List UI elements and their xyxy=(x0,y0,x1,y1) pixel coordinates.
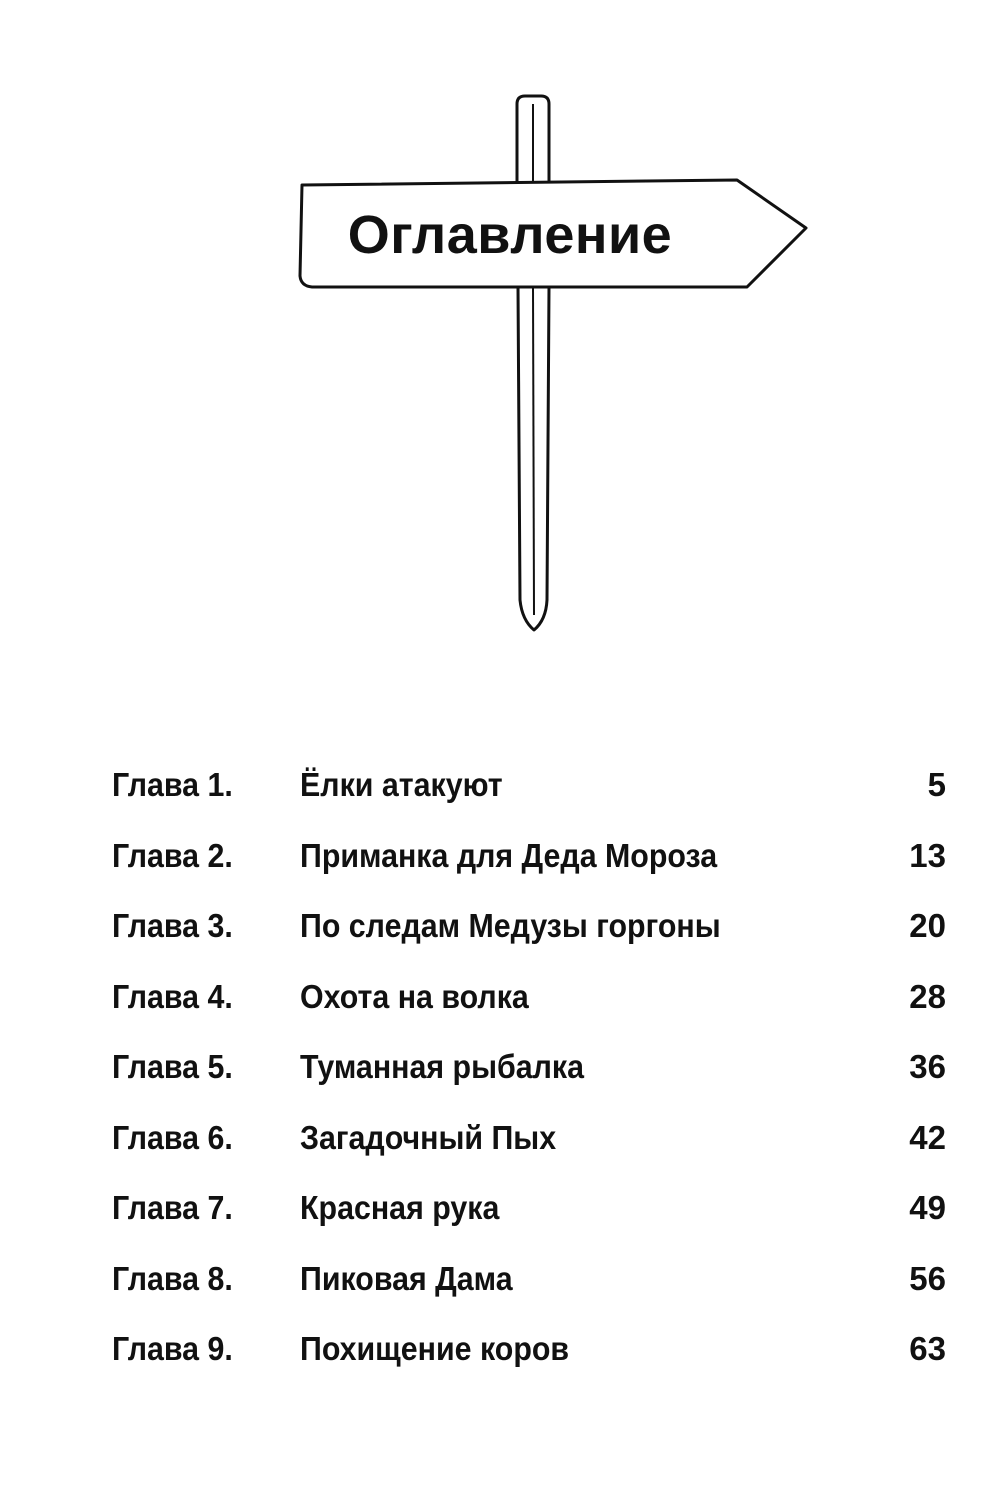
toc-entry-7[interactable] xyxy=(112,1173,952,1244)
chapter-title[interactable]: Охота на волка xyxy=(300,977,529,1015)
toc-entry-1[interactable] xyxy=(112,750,952,821)
toc-entry-4[interactable] xyxy=(112,962,952,1033)
toc-entry-6[interactable] xyxy=(112,1103,952,1174)
chapter-label: Глава 8. xyxy=(112,1259,233,1297)
chapter-page-number: 63 xyxy=(909,1330,946,1368)
chapter-title[interactable]: Приманка для Деда Мороза xyxy=(300,836,718,874)
chapter-page-number: 28 xyxy=(909,977,946,1015)
toc-entry-2[interactable] xyxy=(112,821,952,892)
toc-entry-5[interactable] xyxy=(112,1032,952,1103)
chapter-label: Глава 1. xyxy=(112,766,233,804)
toc-entry-3[interactable] xyxy=(112,891,952,962)
toc-entry-9[interactable] xyxy=(112,1314,952,1385)
chapter-title[interactable]: Туманная рыбалка xyxy=(300,1048,585,1086)
chapter-label: Глава 5. xyxy=(112,1048,233,1086)
chapter-page-number: 36 xyxy=(909,1048,946,1086)
chapter-title[interactable]: Красная рука xyxy=(300,1189,500,1227)
signpost-drawing xyxy=(0,0,1000,660)
chapter-page-number: 5 xyxy=(927,766,946,804)
chapter-page-number: 20 xyxy=(909,907,946,945)
chapter-page-number: 49 xyxy=(909,1189,946,1227)
chapter-title[interactable]: Ёлки атакуют xyxy=(300,766,503,804)
chapter-label: Глава 3. xyxy=(112,907,233,945)
chapter-title[interactable]: Загадочный Пых xyxy=(300,1118,557,1156)
chapter-label: Глава 6. xyxy=(112,1118,233,1156)
toc-heading: Оглавление xyxy=(347,205,673,265)
chapter-page-number: 13 xyxy=(909,836,946,874)
table-of-contents xyxy=(112,750,952,1385)
chapter-page-number: 56 xyxy=(909,1259,946,1297)
chapter-label: Глава 4. xyxy=(112,977,233,1015)
chapter-label: Глава 2. xyxy=(112,836,233,874)
chapter-title[interactable]: Пиковая Дама xyxy=(300,1259,513,1297)
chapter-label: Глава 9. xyxy=(112,1330,233,1368)
toc-entry-8[interactable] xyxy=(112,1244,952,1315)
chapter-label: Глава 7. xyxy=(112,1189,233,1227)
chapter-page-number: 42 xyxy=(909,1118,946,1156)
chapter-title[interactable]: По следам Медузы горгоны xyxy=(300,907,721,945)
signpost-illustration xyxy=(0,0,1000,660)
chapter-title[interactable]: Похищение коров xyxy=(300,1330,570,1368)
